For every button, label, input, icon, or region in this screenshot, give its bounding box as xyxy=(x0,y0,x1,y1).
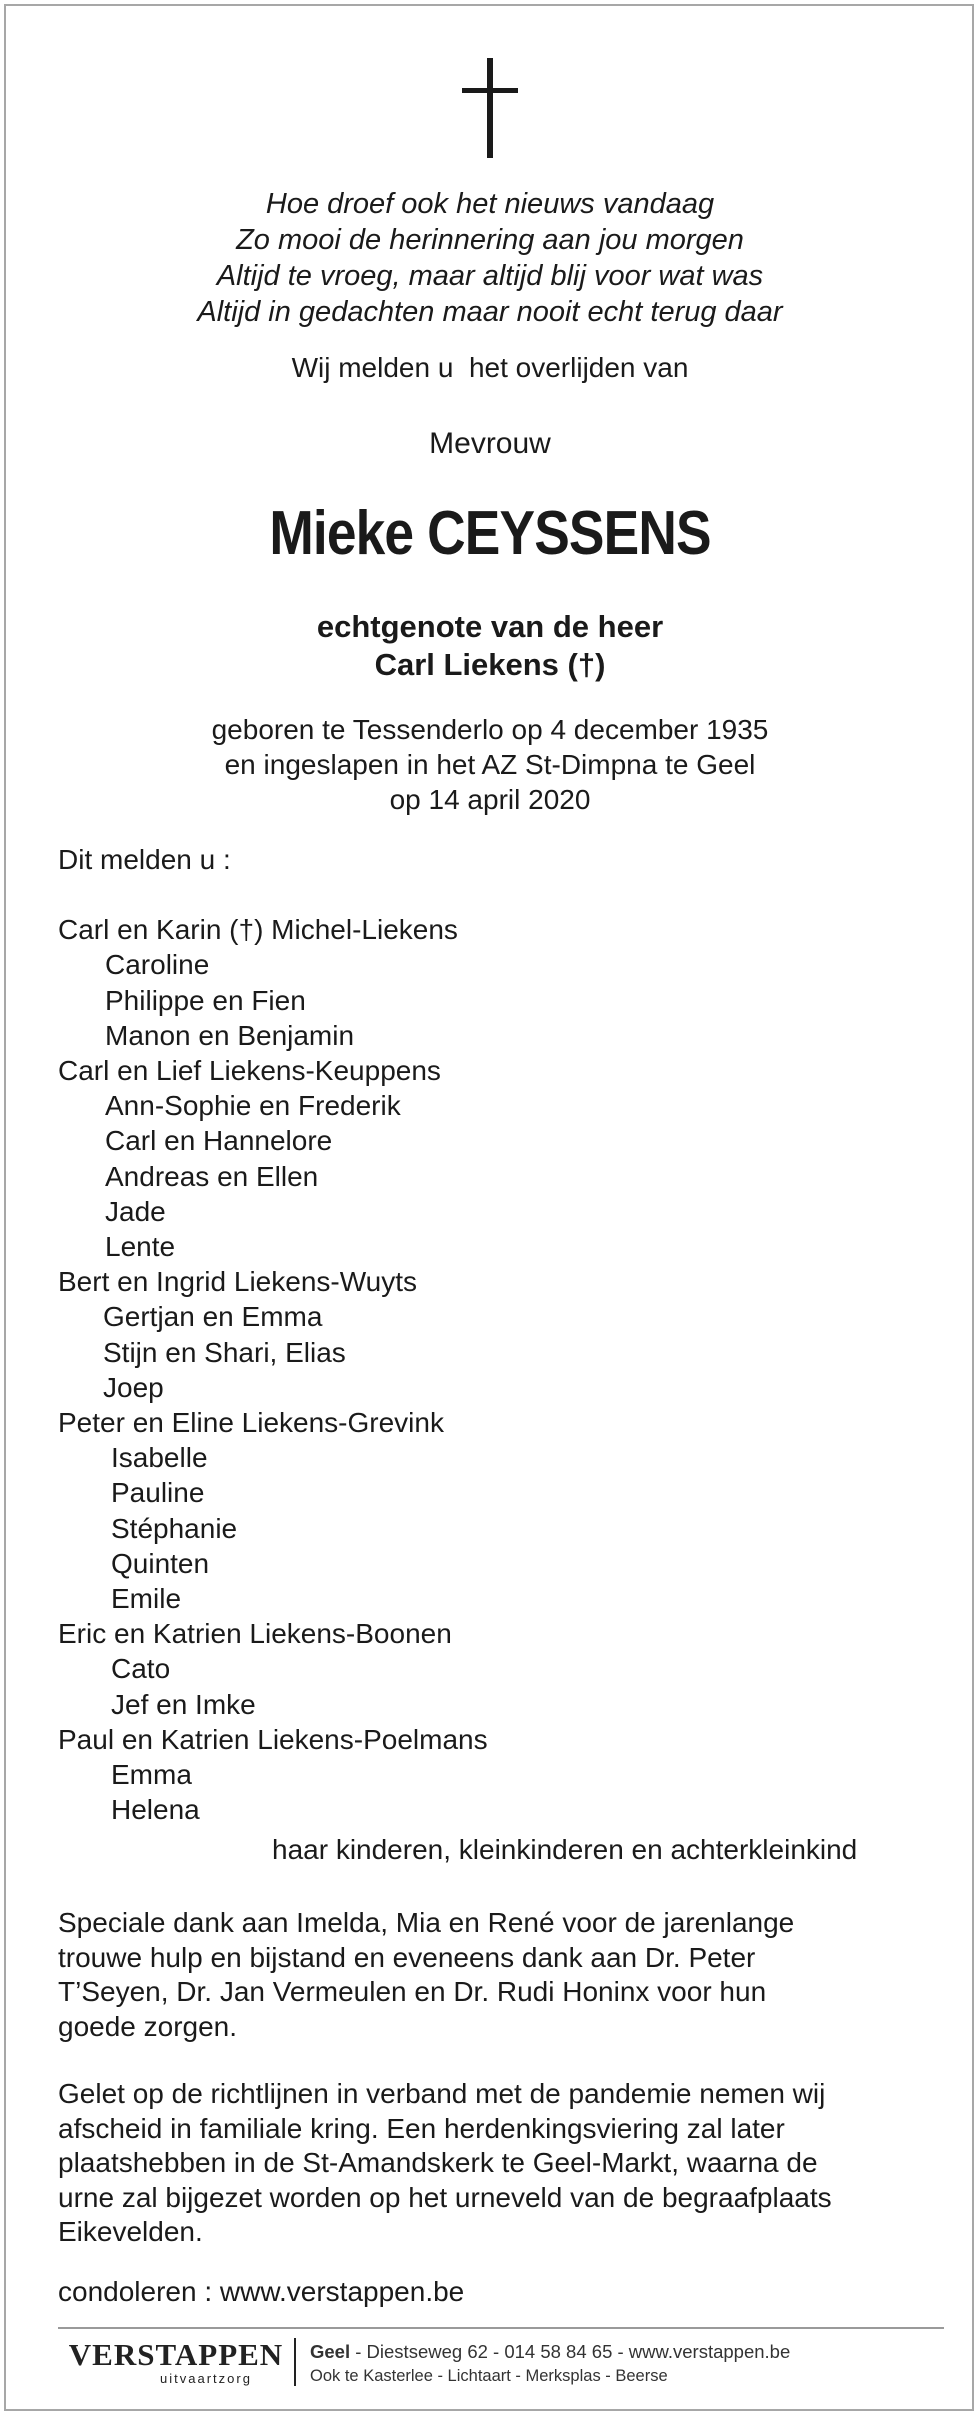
spouse-info xyxy=(0,608,980,684)
family-child: Joep xyxy=(103,1371,164,1403)
family-child: Isabelle xyxy=(111,1442,208,1474)
family-parents: Peter en Eline Liekens-Grevink xyxy=(58,1407,444,1439)
thanks-line: goede zorgen. xyxy=(58,2010,238,2042)
cross-icon xyxy=(0,58,980,160)
footer-contact[interactable]: - Diestseweg 62 - 014 58 84 65 - www.verstappen.be xyxy=(350,2341,791,2362)
family-parents: Eric en Katrien Liekens-Boonen xyxy=(58,1618,452,1650)
family-child: Emma xyxy=(111,1759,192,1791)
notice-line: Gelet op de richtlijnen in verband met de pandemie nemen wij xyxy=(58,2078,826,2109)
death-date: op 14 april 2020 xyxy=(389,784,591,815)
footer-separator xyxy=(294,2338,296,2386)
family-child: Carl en Hannelore xyxy=(105,1125,333,1157)
spouse-line: echtgenote van de heer xyxy=(316,609,664,644)
family-child: Lente xyxy=(105,1231,176,1263)
poem-line: Zo mooi de herinnering aan jou morgen xyxy=(236,224,744,256)
family-child: Quinten xyxy=(111,1547,210,1579)
notice-line: afscheid in familiale kring. Een herdenkingsviering zal later xyxy=(58,2112,785,2144)
family-child: Philippe en Fien xyxy=(105,984,306,1016)
death-line: en ingeslapen in het AZ St-Dimpna te Geel xyxy=(224,749,756,780)
poem-line: Altijd in gedachten maar nooit echt terug daar xyxy=(197,296,783,328)
notice-line: Eikevelden. xyxy=(58,2216,203,2247)
family-child: Helena xyxy=(111,1794,200,1826)
salutation: Mevrouw xyxy=(429,427,551,460)
family-child: Gertjan en Emma xyxy=(103,1301,323,1333)
family-child: Jade xyxy=(105,1195,166,1227)
logo-subtitle: uitvaartzorg xyxy=(160,2371,252,2386)
family-signature: haar kinderen, kleinkinderen en achterkleinkind xyxy=(272,1834,858,1865)
footer-address xyxy=(310,2340,790,2388)
family-child: Emile xyxy=(111,1583,182,1615)
logo-name: VERSTAPPEN xyxy=(68,2337,284,2372)
family-child: Stijn en Shari, Elias xyxy=(103,1336,346,1368)
birth-line: geboren te Tessenderlo op 4 december 1935 xyxy=(211,714,769,745)
family-list xyxy=(58,842,488,1827)
deceased-name: Mieke CEYSSENS xyxy=(269,499,711,568)
condolences-link[interactable]: condoleren : www.verstappen.be xyxy=(58,2276,465,2307)
thanks-line: trouwe hulp en bijstand en eveneens dank aan Dr. Peter xyxy=(58,1941,756,1973)
notice-paragraph xyxy=(58,2077,928,2250)
poem xyxy=(0,186,980,330)
family-child: Caroline xyxy=(105,949,210,981)
notice-line: plaatshebben in de St-Amandskerk te Geel-Markt, waarna de xyxy=(58,2147,818,2178)
footer-divider xyxy=(58,2327,944,2329)
footer-city: Geel xyxy=(310,2341,351,2362)
funeral-home-logo xyxy=(66,2338,286,2386)
birth-death-info xyxy=(0,712,980,817)
family-child: Cato xyxy=(111,1653,171,1685)
thanks-line: T’Seyen, Dr. Jan Vermeulen en Dr. Rudi Honinx voor hun xyxy=(58,1976,767,2007)
family-child: Ann-Sophie en Frederik xyxy=(105,1090,401,1122)
family-child: Pauline xyxy=(111,1477,205,1509)
spouse-name: Carl Liekens (†) xyxy=(374,647,606,682)
poem-line: Hoe droef ook het nieuws vandaag xyxy=(265,188,715,220)
footer-locations: Ook te Kasterlee - Lichtaart - Merksplas - Beerse xyxy=(310,2367,668,2385)
family-parents: Bert en Ingrid Liekens-Wuyts xyxy=(58,1266,417,1298)
notice-line: urne zal bijgezet worden op het urneveld van de begraafplaats xyxy=(58,2181,832,2213)
thanks-paragraph xyxy=(58,1906,928,2044)
family-child: Jef en Imke xyxy=(111,1688,256,1720)
family-child: Stéphanie xyxy=(111,1512,238,1544)
family-child: Manon en Benjamin xyxy=(105,1019,355,1051)
thanks-line: Speciale dank aan Imelda, Mia en René voor de jarenlange xyxy=(58,1907,795,1938)
family-child: Andreas en Ellen xyxy=(105,1160,319,1192)
family-parents: Carl en Lief Liekens-Keuppens xyxy=(58,1055,441,1087)
intro-text: Wij melden u het overlijden van xyxy=(291,352,689,383)
poem-line: Altijd te vroeg, maar altijd blij voor wat was xyxy=(216,260,764,292)
announce-label: Dit melden u : xyxy=(58,844,231,875)
family-parents: Paul en Katrien Liekens-Poelmans xyxy=(58,1723,488,1755)
family-parents: Carl en Karin (†) Michel-Liekens xyxy=(58,914,458,946)
